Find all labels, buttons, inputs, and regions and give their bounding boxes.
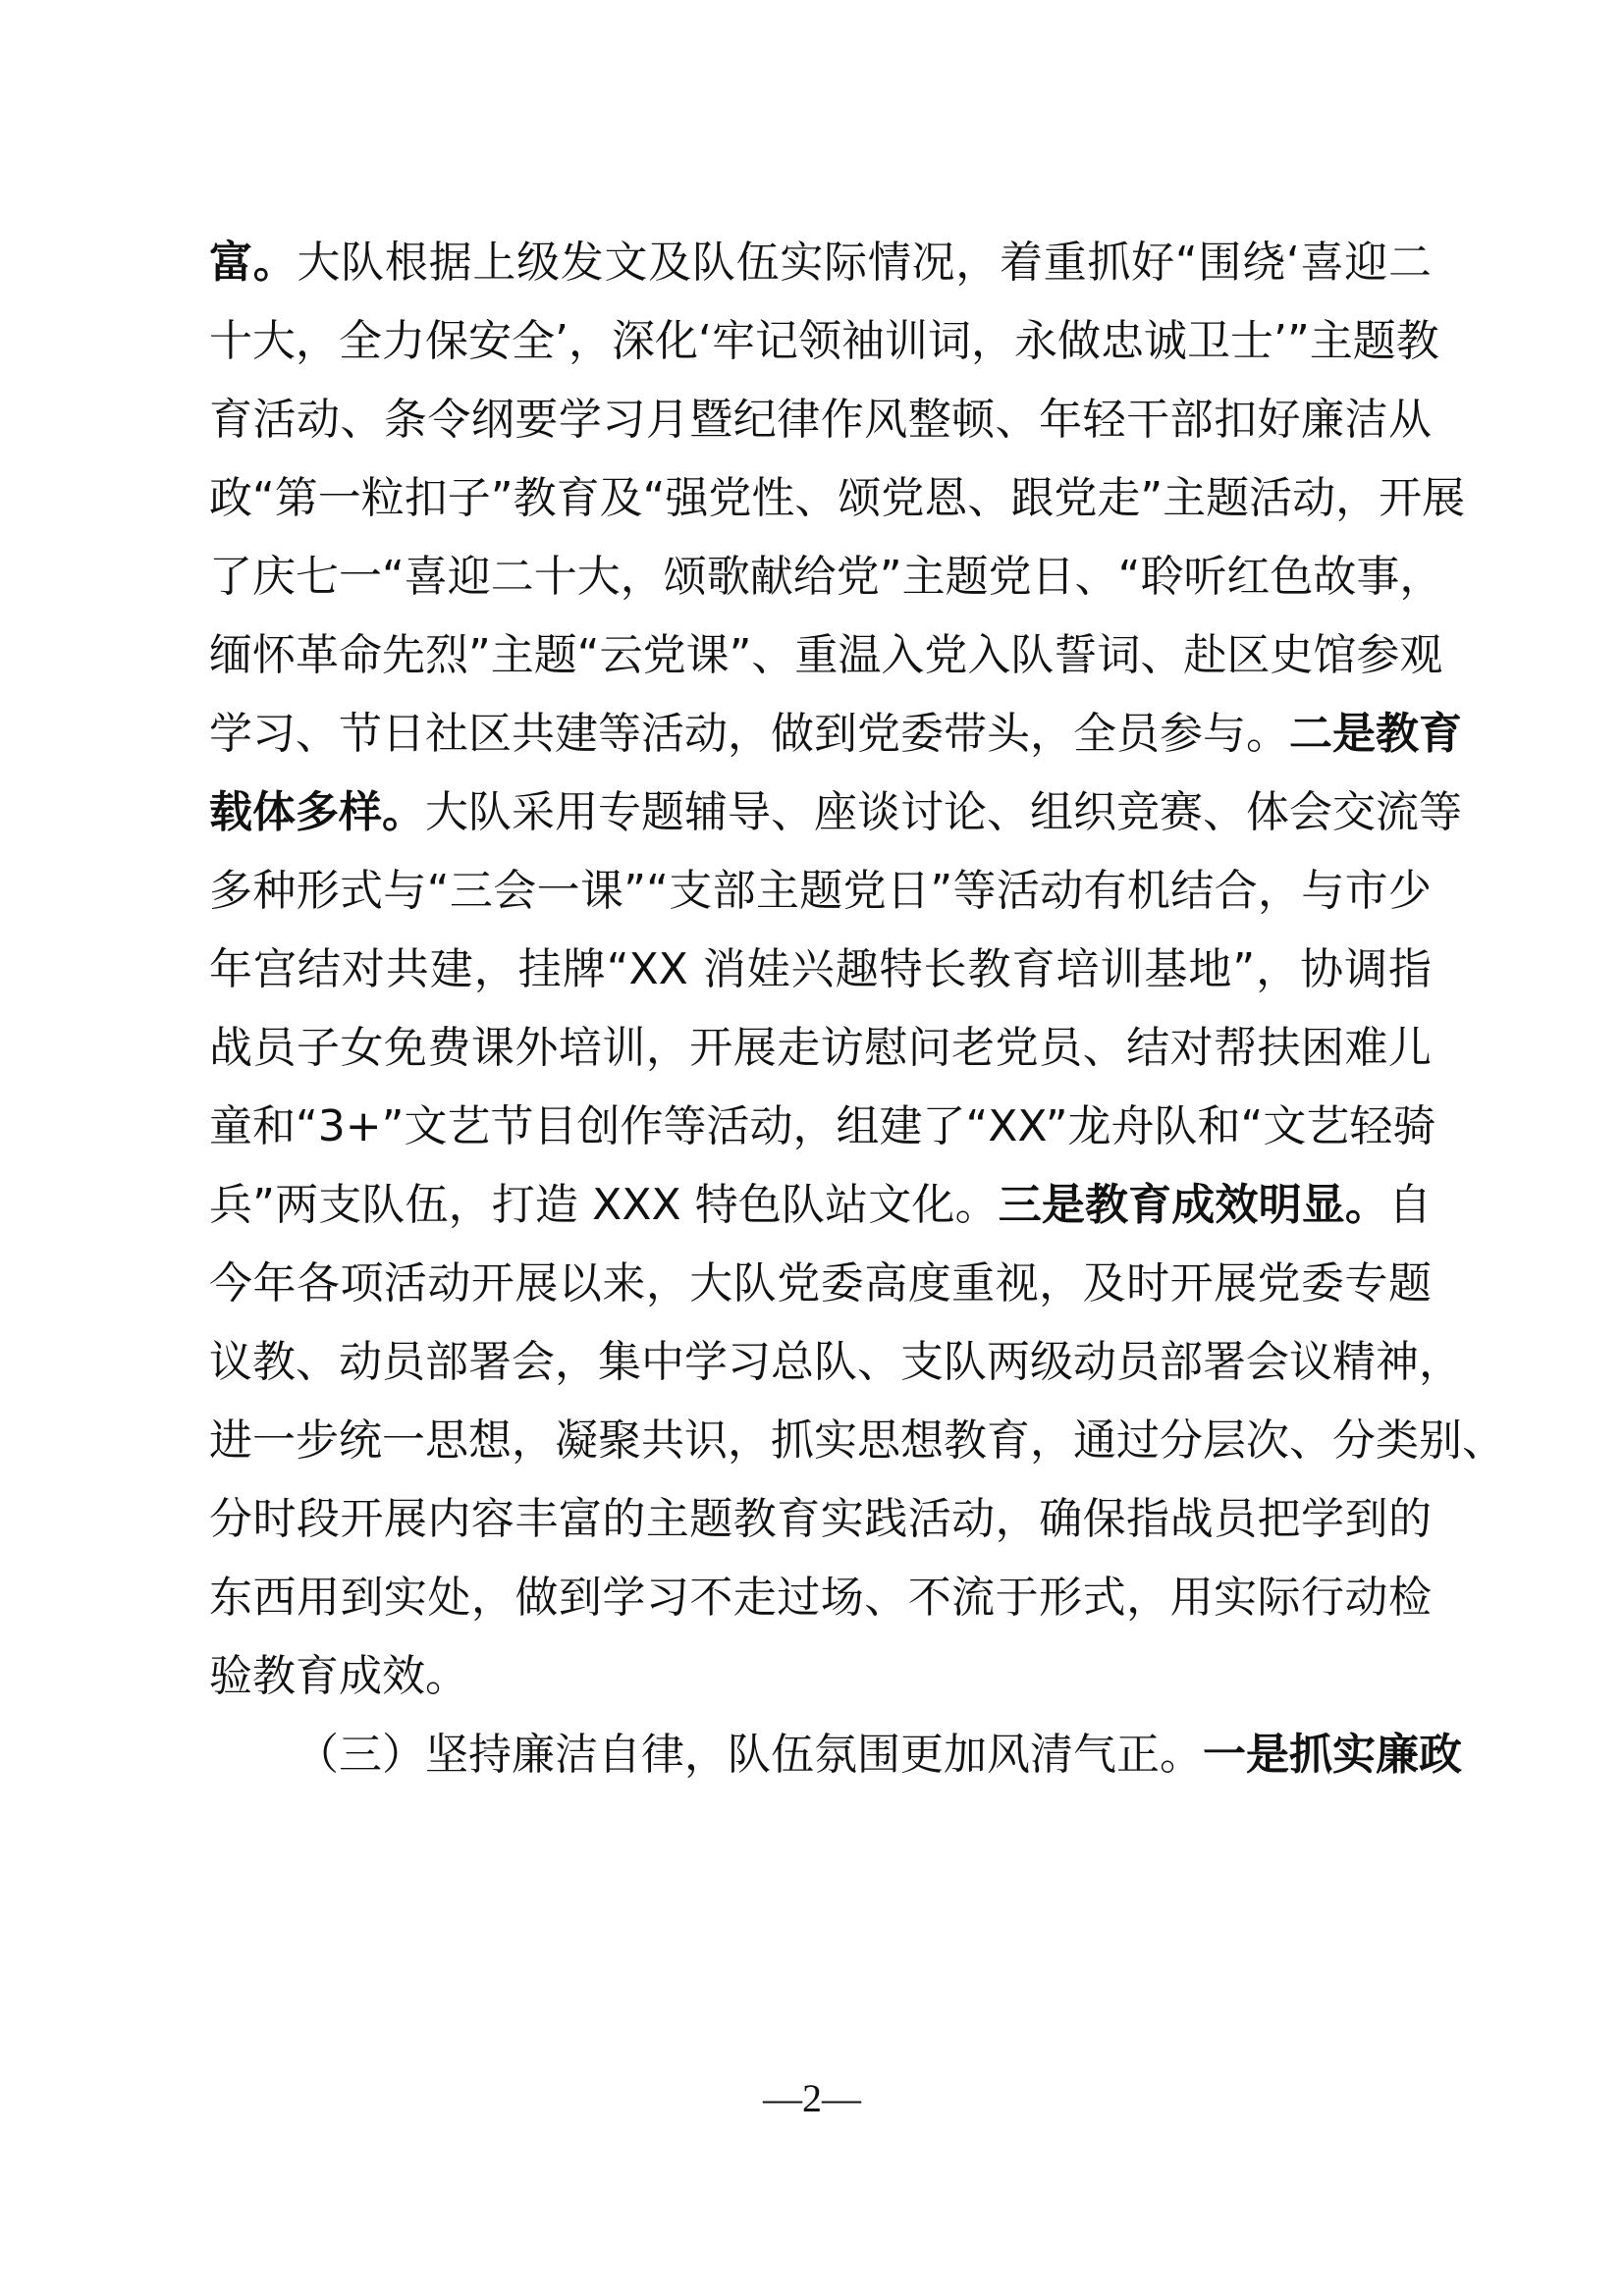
text-run: 大队根据上级发文及队伍实际情况，着重抓好“围绕‘喜迎二: [297, 238, 1433, 288]
text-line-2: [209, 302, 1439, 381]
text-run: 验教育成效。: [209, 1651, 468, 1701]
text-line-14: [209, 1245, 1432, 1323]
text-line-12: [209, 1088, 1436, 1166]
text-run: 分时段开展内容丰富的主题教育实践活动，确保指战员把学到的: [209, 1494, 1432, 1544]
text-run: 东西用到实处，做到学习不走过场、不流于形式，用实际行动检: [209, 1573, 1432, 1623]
text-run: 年宫结对共建，挂牌“XX 消娃兴趣特长教育培训基地”，协调指: [209, 944, 1432, 994]
bold-heading-phrase: 二是教育: [1289, 709, 1462, 759]
bold-heading-phrase: 一是抓实廉政: [1203, 1730, 1462, 1780]
text-line-15: [209, 1323, 1462, 1402]
text-run: 大队采用专题辅导、座谈讨论、组织竞赛、体会交流等: [425, 787, 1462, 837]
text-line-6: [209, 616, 1443, 695]
text-line-5: [209, 538, 1443, 616]
text-run: 了庆七一“喜迎二十大，颂歌献给党”主题党日、“聆听红色故事，: [209, 552, 1443, 602]
text-line-11: [209, 1009, 1432, 1088]
text-line-19: [209, 1637, 1432, 1716]
text-line-18: [209, 1559, 1432, 1637]
page-number: —2—: [763, 2076, 861, 2120]
text-line-16: [209, 1402, 1505, 1480]
text-run: 自: [1388, 1180, 1432, 1230]
text-run: 学习、节日社区共建等活动，做到党委带头，全员参与。: [209, 709, 1289, 759]
text-line-9: [209, 852, 1432, 931]
text-line-10: [209, 931, 1432, 1009]
section-heading: （三）坚持廉洁自律，队伍氛围更加风清气正。: [296, 1730, 1203, 1780]
text-line-1: [209, 224, 1432, 302]
text-run: 多种形式与“三会一课”“支部主题党日”等活动有机结合，与市少: [209, 866, 1432, 916]
bold-heading-phrase: 三是教育成效明显。: [998, 1180, 1388, 1230]
text-line-7: [209, 695, 1462, 774]
bold-lead-phrase: 富。: [209, 238, 298, 288]
section-heading-line: [209, 1716, 1462, 1794]
text-line-8: [209, 774, 1462, 852]
text-line-4: [209, 459, 1466, 538]
text-run: 育活动、条令纲要学习月暨纪律作风整顿、年轻干部扣好廉洁从: [209, 395, 1432, 445]
text-run: 政“第一粒扣子”教育及“强党性、颂党恩、跟党走”主题活动，开展: [209, 473, 1466, 523]
text-run: 童和“3+”文艺节目创作等活动，组建了“XX”龙舟队和“文艺轻骑: [209, 1101, 1436, 1151]
text-run: 议教、动员部署会，集中学习总队、支队两级动员部署会议精神，: [209, 1337, 1462, 1387]
text-run: 进一步统一思想，凝聚共识，抓实思想教育，通过分层次、分类别、: [209, 1415, 1505, 1466]
text-run: 缅怀革命先烈”主题“云党课”、重温入党入队誓词、赴区史馆参观: [209, 630, 1443, 680]
text-line-13: [209, 1166, 1432, 1245]
text-line-17: [209, 1480, 1432, 1559]
text-run: 十大，全力保安全’，深化‘牢记领袖训词，永做忠诚卫士’”主题教: [209, 316, 1439, 366]
bold-heading-phrase: 载体多样。: [209, 787, 425, 837]
text-run: 今年各项活动开展以来，大队党委高度重视，及时开展党委专题: [209, 1258, 1432, 1308]
text-line-3: [209, 381, 1432, 459]
text-run: 战员子女免费课外培训，开展走访慰问老党员、结对帮扶困难儿: [209, 1023, 1432, 1073]
text-run: 兵”两支队伍，打造 XXX 特色队站文化。: [209, 1180, 999, 1230]
body-text: [209, 224, 1505, 1794]
